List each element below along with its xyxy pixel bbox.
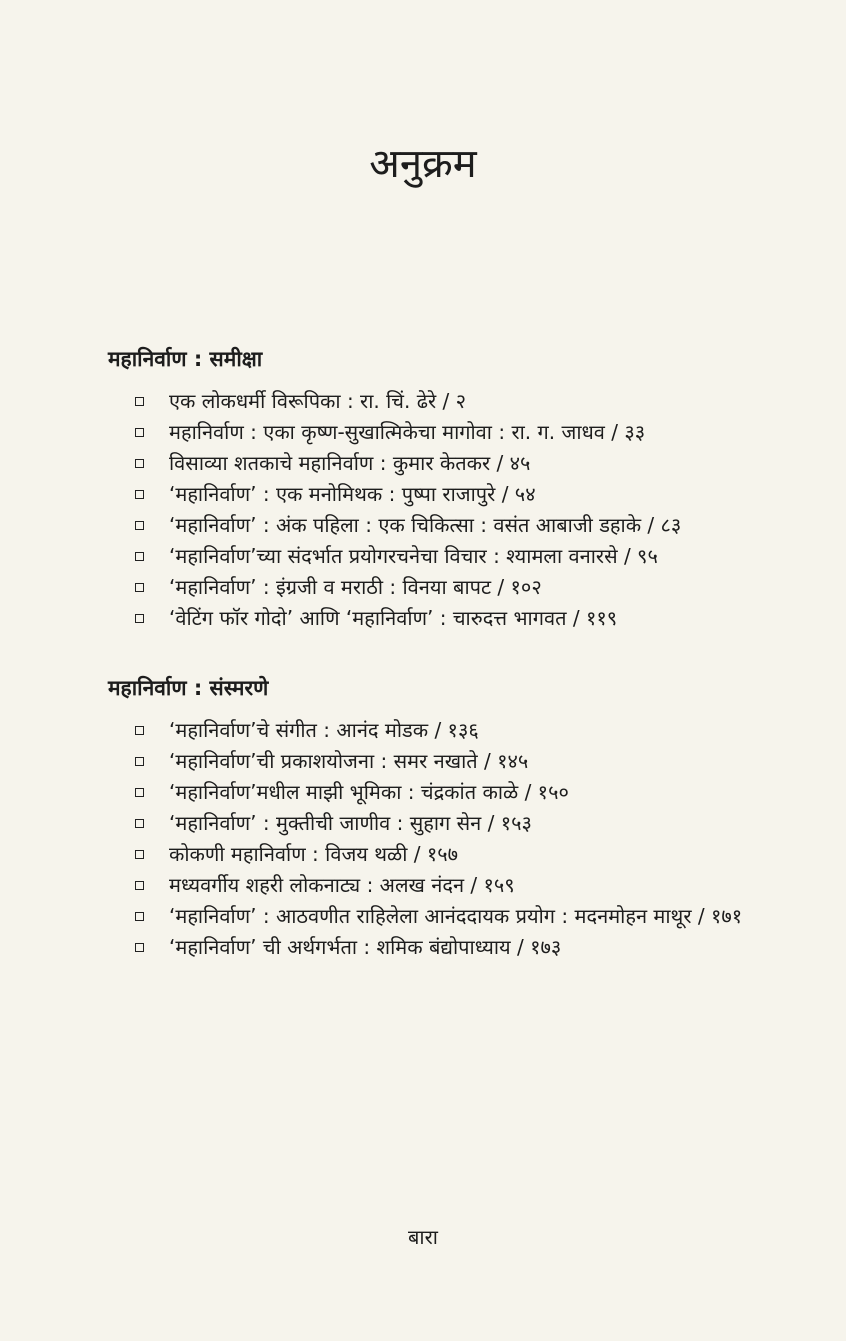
entry-text: कोकणी महानिर्वाण : विजय थळी / १५७ [169,842,459,866]
entry-text: मध्यवर्गीय शहरी लोकनाट्य : अलख नंदन / १५९ [169,873,515,897]
checkbox-bullet-icon [135,428,144,437]
entry-text: ‘महानिर्वाण’च्या संदर्भात प्रयोगरचनेचा विचार : श्यामला वनारसे / ९५ [169,544,658,568]
contents-entry [108,386,808,417]
checkbox-bullet-icon [135,490,144,499]
contents-entry [108,901,808,932]
checkbox-bullet-icon [135,819,144,828]
checkbox-bullet-icon [135,788,144,797]
page-title: अनुक्रम [369,141,477,187]
contents-entry [108,746,808,777]
contents-entry [108,932,808,963]
contents-list [108,386,808,634]
checkbox-bullet-icon [135,943,144,952]
entry-text: ‘महानिर्वाण’ : इंग्रजी व मराठी : विनया बापट / १०२ [169,575,542,599]
contents-entry [108,479,808,510]
page-number: बारा [408,1225,438,1249]
section-samiksha [108,344,808,634]
entry-text: ‘महानिर्वाण’ ची अर्थगर्भता : शमिक बंद्योपाध्याय / १७३ [169,935,562,959]
entry-text: एक लोकधर्मी विरूपिका : रा. चिं. ढेरे / २ [169,389,467,413]
checkbox-bullet-icon [135,912,144,921]
contents-entry [108,715,808,746]
entry-text: ‘महानिर्वाण’ : अंक पहिला : एक चिकित्सा : वसंत आबाजी डहाके / ८३ [169,513,682,537]
contents-entry [108,808,808,839]
checkbox-bullet-icon [135,726,144,735]
contents-entry [108,870,808,901]
checkbox-bullet-icon [135,614,144,623]
contents-entry [108,510,808,541]
contents-entry [108,777,808,808]
contents-entry [108,541,808,572]
section-heading: महानिर्वाण : समीक्षा [108,347,263,371]
checkbox-bullet-icon [135,521,144,530]
contents-entry [108,448,808,479]
contents-entry [108,572,808,603]
contents-entry [108,417,808,448]
entry-text: महानिर्वाण : एका कृष्ण-सुखात्मिकेचा मागोवा : रा. ग. जाधव / ३३ [169,420,646,444]
contents-entry [108,839,808,870]
checkbox-bullet-icon [135,397,144,406]
checkbox-bullet-icon [135,459,144,468]
entry-text: ‘महानिर्वाण’ : आठवणीत राहिलेला आनंददायक प्रयोग : मदनमोहन माथूर / १७१ [169,904,743,928]
contents-list [108,715,808,963]
checkbox-bullet-icon [135,583,144,592]
entry-text: ‘महानिर्वाण’ची प्रकाशयोजना : समर नखाते / १४५ [169,749,529,773]
entry-text: ‘महानिर्वाण’चे संगीत : आनंद मोडक / १३६ [169,718,479,742]
entry-text: ‘महानिर्वाण’ : मुक्तीची जाणीव : सुहाग सेन / १५३ [169,811,532,835]
section-heading: महानिर्वाण : संस्मरणे [108,676,269,700]
checkbox-bullet-icon [135,757,144,766]
entry-text: ‘महानिर्वाण’ : एक मनोमिथक : पुष्पा राजापुरे / ५४ [169,482,536,506]
checkbox-bullet-icon [135,850,144,859]
checkbox-bullet-icon [135,881,144,890]
entry-text: ‘वेटिंग फॉर गोदो’ आणि ‘महानिर्वाण’ : चारुदत्त भागवत / ११९ [169,606,618,630]
entry-text: विसाव्या शतकाचे महानिर्वाण : कुमार केतकर / ४५ [169,451,531,475]
section-sansmarane [108,673,808,963]
checkbox-bullet-icon [135,552,144,561]
entry-text: ‘महानिर्वाण’मधील माझी भूमिका : चंद्रकांत काळे / १५० [169,780,569,804]
contents-entry [108,603,808,634]
